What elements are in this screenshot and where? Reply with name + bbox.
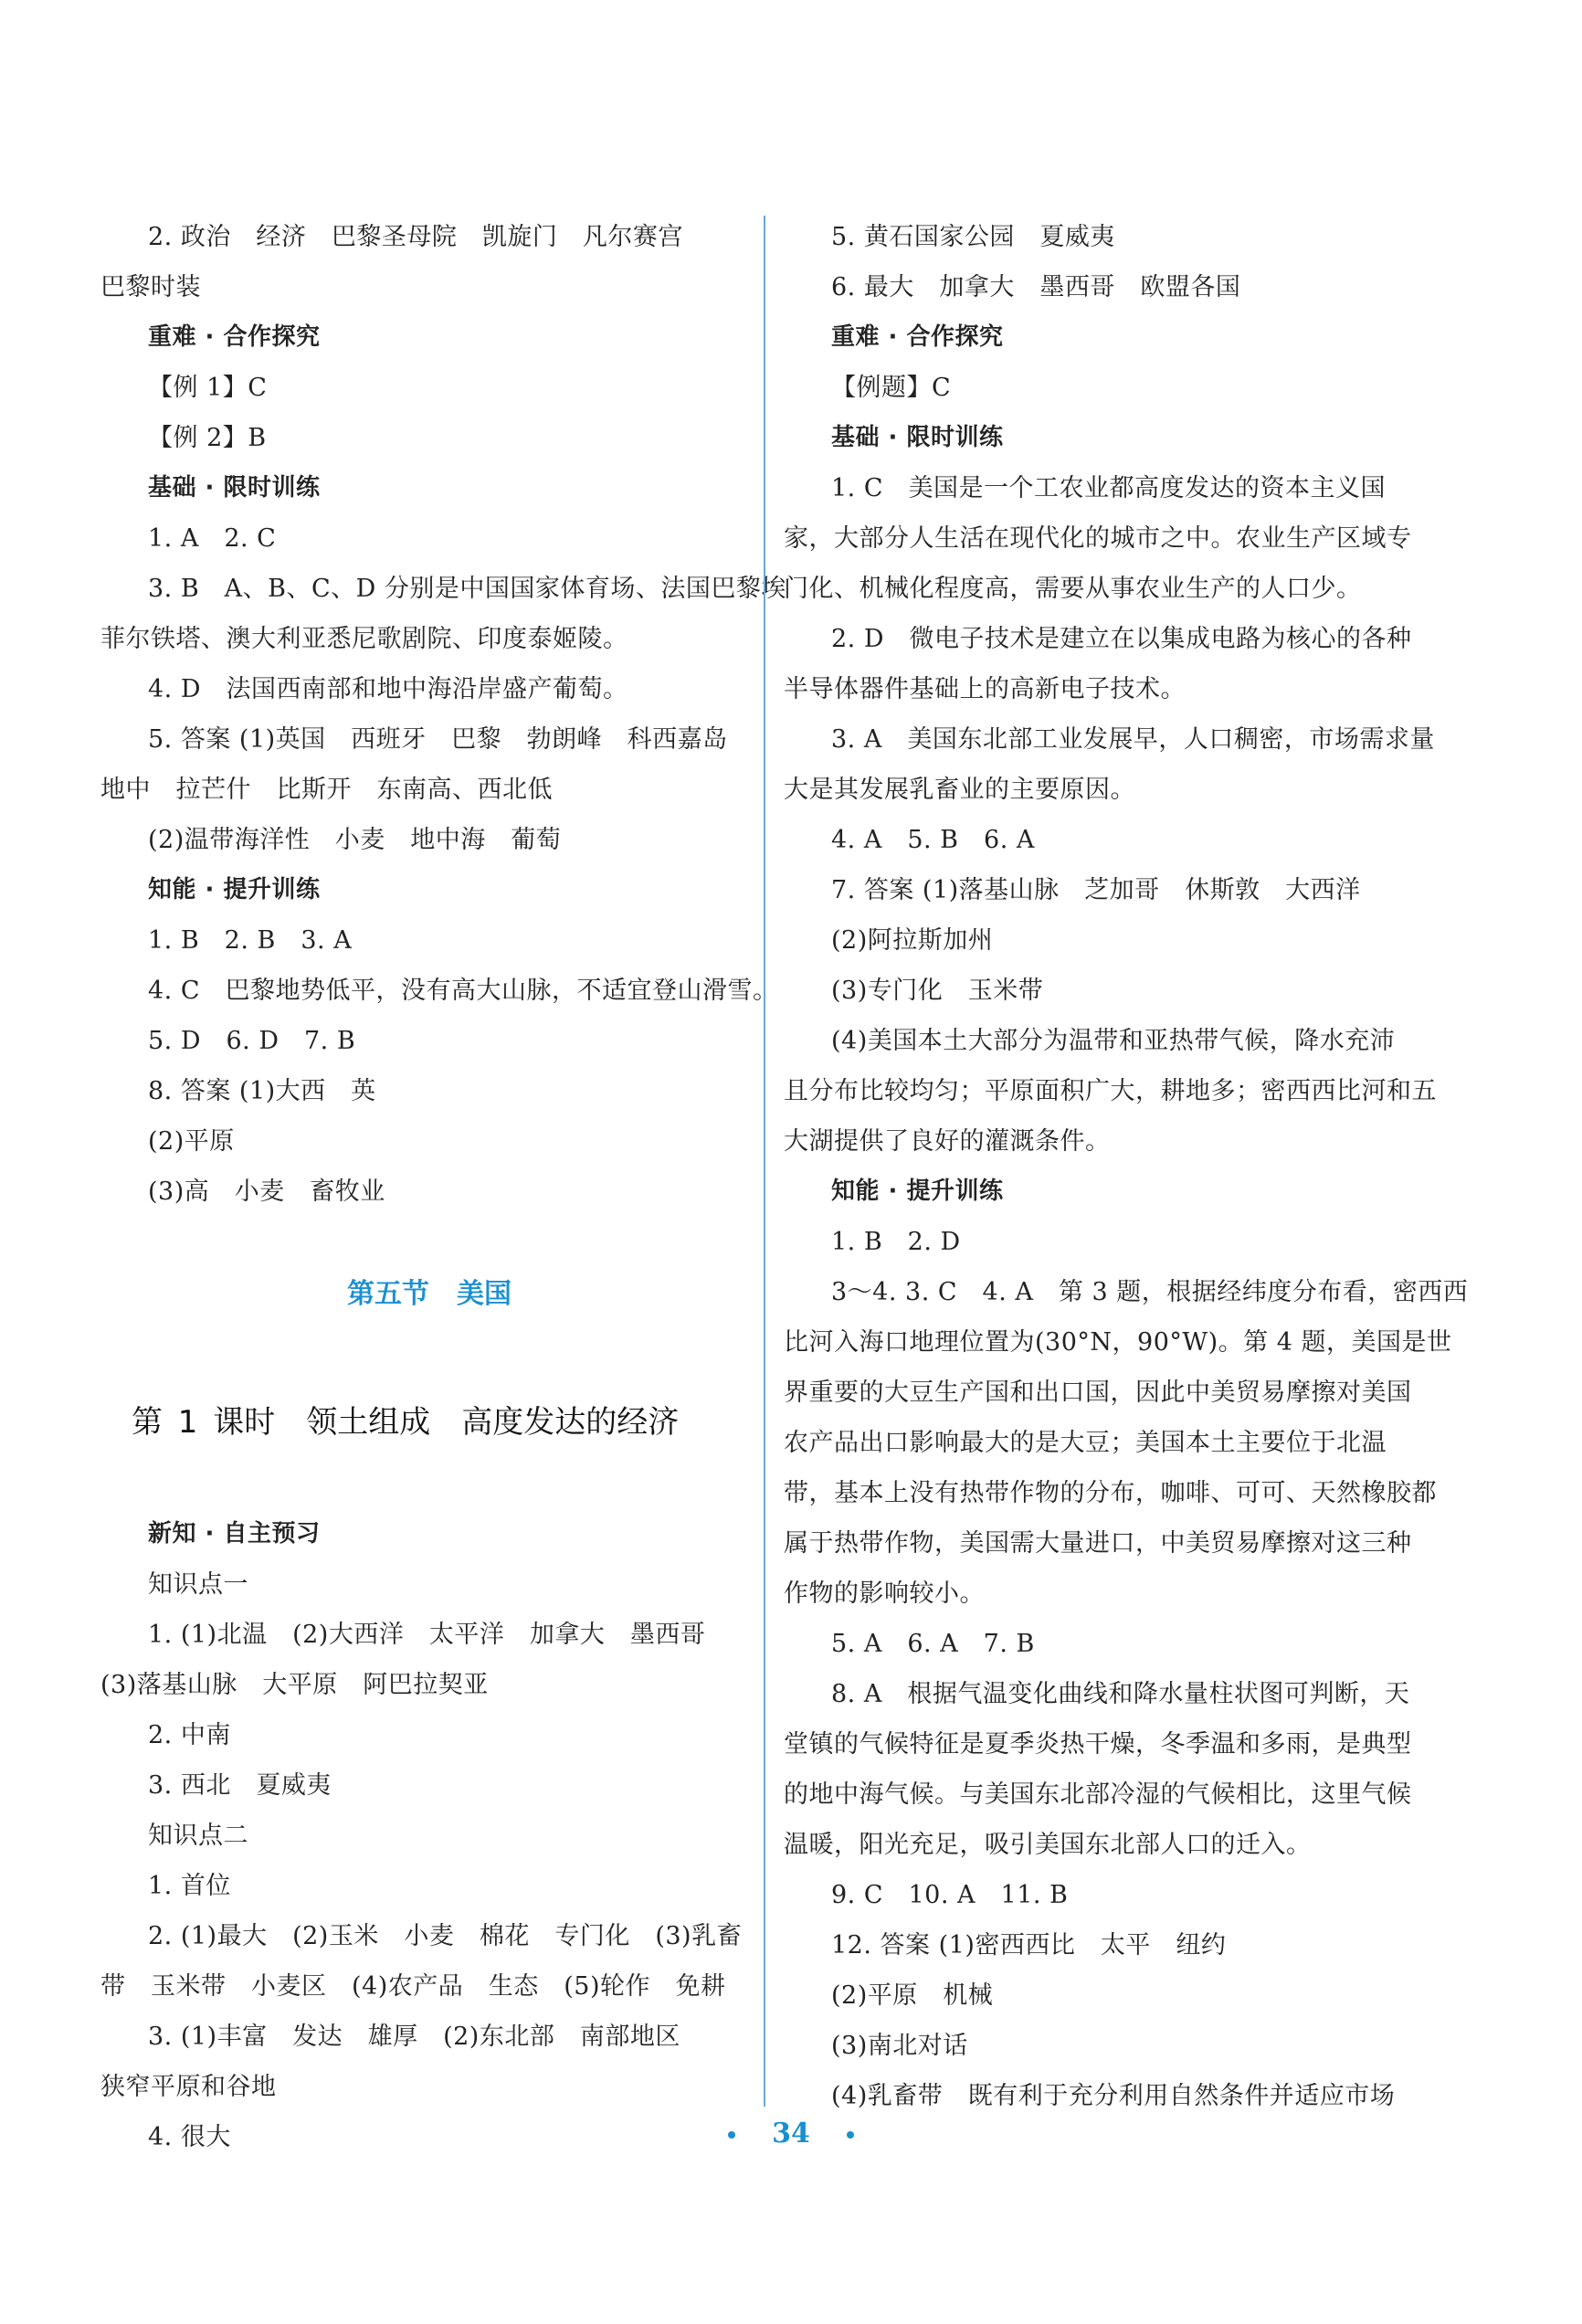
page-number: 34 [772, 2118, 810, 2150]
answer-line: (2)平原 机械 [831, 1981, 994, 2010]
answer-line: (4)美国本土大部分为温带和亚热带气候，降水充沛 [831, 1027, 1396, 1055]
answer-line: 1. B 2. D [831, 1228, 961, 1256]
answer-line: 9. C 10. A 11. B [831, 1881, 1069, 1909]
answer-line: 且分布比较均匀；平原面积广大，耕地多；密西西比河和五 [784, 1077, 1437, 1105]
footer-dot-icon [728, 2131, 735, 2139]
answer-line: 3. A 美国东北部工业发展早，人口稠密，市场需求量 [831, 725, 1435, 754]
answer-line: 1. (1)北温 (2)大西洋 太平洋 加拿大 墨西哥 [148, 1621, 706, 1649]
answer-line: 【例 2】B [148, 424, 267, 452]
answer-line: 5. D 6. D 7. B [148, 1027, 356, 1055]
answer-line: 知识点一 [148, 1570, 248, 1599]
answer-line: 大是其发展乳畜业的主要原因。 [784, 776, 1135, 804]
section-heading: 知能 · 提升训练 [148, 876, 321, 903]
answer-line: 1. B 2. B 3. A [148, 926, 353, 955]
page-footer [0, 2118, 1582, 2150]
section-heading: 重难 · 合作探究 [831, 323, 1004, 351]
right-column [784, 212, 1469, 2121]
answer-line: (4)乳畜带 既有利于充分利用自然条件并适应市场 [831, 2082, 1396, 2110]
answer-line: 5. 答案 (1)英国 西班牙 巴黎 勃朗峰 科西嘉岛 [148, 725, 728, 754]
left-answers-top [100, 212, 786, 1217]
column-divider [764, 216, 765, 2107]
answer-line: 3～4. 3. C 4. A 第 3 题，根据经纬度分布看，密西西 [831, 1278, 1469, 1306]
answer-line: 地中 拉芒什 比斯开 东南高、西北低 [100, 776, 553, 804]
answer-line: 知识点二 [148, 1822, 248, 1850]
answer-line: 界重要的大豆生产国和出口国，因此中美贸易摩擦对美国 [784, 1379, 1412, 1407]
answer-line: 家，大部分人生活在现代化的城市之中。农业生产区域专 [784, 524, 1412, 553]
answer-line: 7. 答案 (1)落基山脉 芝加哥 休斯敦 大西洋 [831, 876, 1361, 904]
answer-line: 带 玉米带 小麦区 (4)农产品 生态 (5)轮作 免耕 [100, 1972, 726, 2001]
section-title: 第五节 美国 [347, 1278, 512, 1310]
answer-line: 8. A 根据气温变化曲线和降水量柱状图可判断，天 [831, 1680, 1410, 1708]
answer-line: 堂镇的气候特征是夏季炎热干燥，冬季温和多雨，是典型 [784, 1730, 1412, 1759]
answer-line: 4. D 法国西南部和地中海沿岸盛产葡萄。 [148, 675, 628, 703]
answer-line: 12. 答案 (1)密西西比 太平 纽约 [831, 1931, 1227, 1960]
answer-line: (3)高 小麦 畜牧业 [148, 1178, 385, 1206]
answer-line: (2)阿拉斯加州 [831, 926, 994, 955]
footer-dot-icon [847, 2131, 854, 2139]
answer-line: (3)落基山脉 大平原 阿巴拉契亚 [100, 1671, 489, 1699]
left-column [100, 212, 786, 2162]
answer-line: 4. A 5. B 6. A [831, 826, 1035, 854]
answer-line: (2)温带海洋性 小麦 地中海 葡萄 [148, 826, 562, 854]
answer-line: 1. C 美国是一个工农业都高度发达的资本主义国 [831, 474, 1387, 502]
section-heading: 知能 · 提升训练 [831, 1178, 1004, 1205]
spacer [100, 1217, 758, 1267]
answer-line: 2. 中南 [148, 1721, 231, 1749]
answer-line: 3. 西北 夏威夷 [148, 1771, 332, 1800]
answer-line: 2. (1)最大 (2)玉米 小麦 棉花 专门化 (3)乳畜 [148, 1922, 743, 1950]
answer-line: 【例 1】C [148, 374, 268, 402]
lesson-title: 第 1 课时 领土组成 高度发达的经济 [132, 1404, 680, 1441]
answer-line: 门化、机械化程度高，需要从事农业生产的人口少。 [784, 575, 1362, 603]
answer-line: (3)南北对话 [831, 2032, 968, 2060]
answer-line: 1. A 2. C [148, 524, 277, 553]
answer-line: 8. 答案 (1)大西 英 [148, 1077, 376, 1105]
section-heading: 新知 · 自主预习 [148, 1520, 321, 1548]
answer-line: 5. A 6. A 7. B [831, 1630, 1035, 1658]
right-answers [784, 212, 1469, 2121]
answer-line: 狭窄平原和谷地 [100, 2073, 277, 2101]
answer-line: 作物的影响较小。 [784, 1579, 985, 1608]
answer-line: 巴黎时装 [100, 273, 201, 301]
answer-line: 4. 很大 [148, 2123, 231, 2151]
section-heading: 基础 · 限时训练 [831, 424, 1004, 451]
answer-line: (2)平原 [148, 1127, 235, 1156]
answer-line: 半导体器件基础上的高新电子技术。 [784, 675, 1186, 703]
answer-line: 3. B A、B、C、D 分别是中国国家体育场、法国巴黎埃 [148, 575, 786, 603]
answer-line: 的地中海气候。与美国东北部冷湿的气候相比，这里气候 [784, 1780, 1412, 1809]
spacer [100, 1322, 758, 1386]
answer-line: 5. 黄石国家公园 夏威夷 [831, 223, 1115, 251]
section-heading: 重难 · 合作探究 [148, 323, 321, 351]
answer-line: (3)专门化 玉米带 [831, 977, 1044, 1005]
answer-line: 6. 最大 加拿大 墨西哥 欧盟各国 [831, 273, 1241, 301]
answer-line: 3. (1)丰富 发达 雄厚 (2)东北部 南部地区 [148, 2023, 680, 2051]
answer-line: 2. 政治 经济 巴黎圣母院 凯旋门 凡尔赛宫 [148, 223, 683, 251]
answer-line: 大湖提供了良好的灌溉条件。 [784, 1127, 1111, 1156]
answer-line: 农产品出口影响最大的是大豆；美国本土主要位于北温 [784, 1429, 1387, 1457]
left-answers-bottom [100, 1509, 758, 2162]
answer-line: 菲尔铁塔、澳大利亚悉尼歌剧院、印度泰姬陵。 [100, 625, 628, 653]
answer-line: 1. 首位 [148, 1872, 231, 1900]
answer-line: 带，基本上没有热带作物的分布，咖啡、可可、天然橡胶都 [784, 1479, 1437, 1507]
answer-line: 2. D 微电子技术是建立在以集成电路为核心的各种 [831, 625, 1412, 653]
answer-line: 比河入海口地理位置为(30°N，90°W)。第 4 题，美国是世 [784, 1328, 1452, 1357]
section-heading: 基础 · 限时训练 [148, 474, 321, 502]
answer-line: 【例题】C [831, 374, 952, 402]
spacer [100, 1459, 758, 1509]
answer-line: 4. C 巴黎地势低平，没有高大山脉，不适宜登山滑雪。 [148, 977, 778, 1005]
answer-line: 属于热带作物，美国需大量进口，中美贸易摩擦对这三种 [784, 1529, 1412, 1558]
answer-line: 温暖，阳光充足，吸引美国东北部人口的迁入。 [784, 1831, 1312, 1859]
